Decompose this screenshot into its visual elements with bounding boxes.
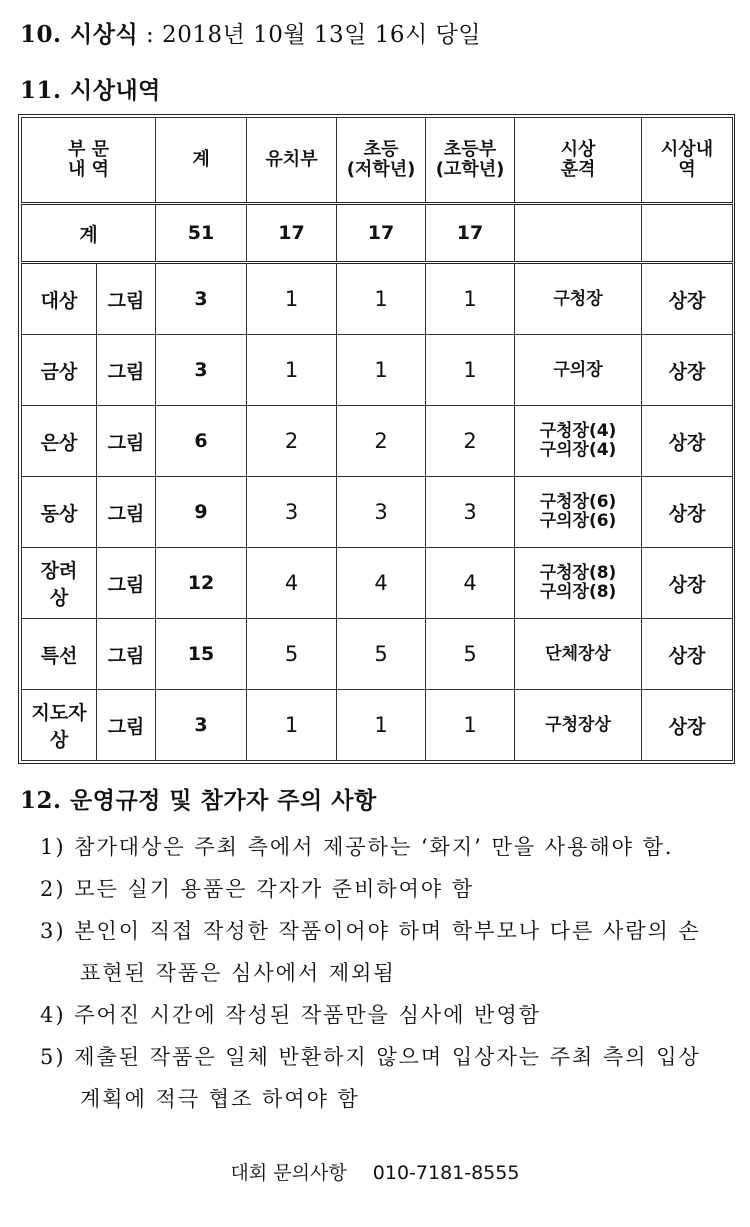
award-total <box>156 619 247 690</box>
table-row <box>22 263 733 335</box>
header-prize-line1: 시상내 <box>660 139 714 160</box>
award-rows <box>22 263 733 761</box>
award-total-text: 12 <box>187 572 215 594</box>
award-elem-high <box>426 548 515 619</box>
award-elem-high <box>426 335 515 406</box>
header-prize <box>642 118 733 204</box>
award-prize <box>642 690 733 761</box>
award-name-text: 특선 <box>40 644 78 667</box>
award-kindergarten <box>247 619 337 690</box>
award-name <box>22 619 97 690</box>
award-name <box>22 335 97 406</box>
rule-item-continuation: 표현된 작품은 심사에서 제외됨 <box>80 961 396 985</box>
header-elem-low <box>337 118 426 204</box>
section-10-ceremony <box>20 16 481 49</box>
section-12-title-text: 12. 운영규정 및 참가자 주의 사항 <box>20 787 377 814</box>
award-elem-low <box>337 619 426 690</box>
contact-info <box>0 1158 750 1185</box>
award-name-text: 지도자 <box>31 702 87 724</box>
award-category-text: 그림 <box>107 573 145 596</box>
rules-list <box>40 826 750 1120</box>
award-honor-text: 구청장 <box>553 288 603 309</box>
award-name-text: 금상 <box>40 360 78 383</box>
award-name-text: 장려 <box>40 560 78 582</box>
header-category <box>22 118 156 204</box>
award-category-text: 그림 <box>107 360 145 383</box>
award-total-text: 15 <box>187 643 215 665</box>
award-prize <box>642 335 733 406</box>
header-prize-line2: 역 <box>678 159 696 180</box>
award-kindergarten-text: 2 <box>284 429 299 453</box>
award-elem-high-text: 4 <box>463 571 477 595</box>
award-name-text: 은상 <box>40 431 78 454</box>
award-prize-text: 상장 <box>668 715 706 738</box>
award-elem-high-text: 5 <box>463 642 477 666</box>
award-elem-low-text: 1 <box>374 358 388 382</box>
header-elem-low-line2: (저학년) <box>346 159 416 180</box>
award-total-text: 6 <box>194 430 208 452</box>
rule-item-continuation: 계획에 적극 협조 하여야 함 <box>80 1087 360 1111</box>
award-honor <box>515 335 642 406</box>
table-row <box>22 335 733 406</box>
award-elem-low-text: 5 <box>374 642 388 666</box>
award-total-text: 3 <box>194 714 208 736</box>
award-honor <box>515 619 642 690</box>
section-12-title <box>20 782 377 815</box>
award-name <box>22 263 97 335</box>
award-kindergarten-text: 1 <box>284 713 299 737</box>
total-elem-high: 17 <box>426 204 515 263</box>
award-elem-low <box>337 477 426 548</box>
rule-item: 2) 모든 실기 용품은 각자가 준비하여야 함 <box>40 877 475 901</box>
award-elem-high-text: 1 <box>463 287 477 311</box>
award-honor <box>515 406 642 477</box>
table-total-row <box>22 204 733 263</box>
award-category-text: 그림 <box>107 644 145 667</box>
award-total-text: 3 <box>194 288 208 310</box>
total-count: 51 <box>156 204 247 263</box>
award-total-text: 3 <box>194 359 208 381</box>
header-total: 계 <box>156 118 247 204</box>
award-kindergarten <box>247 263 337 335</box>
award-category-text: 그림 <box>107 502 145 525</box>
award-category <box>97 548 156 619</box>
award-name-text: 상 <box>49 587 69 609</box>
header-kindergarten: 유치부 <box>247 118 337 204</box>
rule-item: 5) 제출된 작품은 일체 반환하지 않으며 입상자는 주최 측의 입상 <box>40 1045 701 1069</box>
award-honor-text: 구의장 <box>553 359 603 380</box>
table-row <box>22 548 733 619</box>
award-kindergarten-text: 1 <box>284 287 299 311</box>
table-row <box>22 477 733 548</box>
table-header-row <box>22 118 733 204</box>
section-11-title-text: 11. 시상내역 <box>20 77 161 104</box>
award-name <box>22 477 97 548</box>
award-elem-high-text: 1 <box>463 713 477 737</box>
total-kindergarten: 17 <box>247 204 337 263</box>
award-kindergarten <box>247 406 337 477</box>
award-prize <box>642 477 733 548</box>
award-total <box>156 406 247 477</box>
award-kindergarten <box>247 548 337 619</box>
header-category-line2: 내 역 <box>67 159 110 180</box>
award-elem-high <box>426 619 515 690</box>
award-kindergarten-text: 4 <box>284 571 299 595</box>
award-honor-text: 구의장(8) <box>539 582 617 602</box>
award-kindergarten <box>247 690 337 761</box>
contact-label: 대회 문의사항 <box>230 1162 347 1184</box>
award-total <box>156 477 247 548</box>
award-elem-low <box>337 690 426 761</box>
award-elem-low <box>337 406 426 477</box>
award-elem-high-text: 2 <box>463 429 477 453</box>
award-name-text: 상 <box>49 729 69 751</box>
award-prize-text: 상장 <box>668 360 706 383</box>
award-category <box>97 477 156 548</box>
header-elem-high <box>426 118 515 204</box>
award-kindergarten <box>247 335 337 406</box>
award-elem-low <box>337 548 426 619</box>
award-total <box>156 548 247 619</box>
award-prize-text: 상장 <box>668 289 706 312</box>
award-elem-high <box>426 263 515 335</box>
award-prize <box>642 263 733 335</box>
award-elem-low-text: 1 <box>374 287 388 311</box>
award-honor-text: 구의장(4) <box>539 440 617 460</box>
award-prize-text: 상장 <box>668 644 706 667</box>
award-elem-low-text: 4 <box>374 571 388 595</box>
award-elem-high <box>426 477 515 548</box>
award-name <box>22 406 97 477</box>
award-prize-text: 상장 <box>668 573 706 596</box>
total-label: 계 <box>22 204 156 263</box>
award-kindergarten-text: 3 <box>284 500 299 524</box>
award-kindergarten-text: 1 <box>284 358 299 382</box>
award-prize-text: 상장 <box>668 431 706 454</box>
award-category <box>97 335 156 406</box>
award-table <box>21 117 733 761</box>
award-elem-low <box>337 263 426 335</box>
rule-item: 4) 주어진 시간에 작성된 작품만을 심사에 반영함 <box>40 1003 542 1027</box>
award-category-text: 그림 <box>107 431 145 454</box>
award-elem-high <box>426 406 515 477</box>
award-category-text: 그림 <box>107 715 145 738</box>
award-category-text: 그림 <box>107 289 145 312</box>
award-category <box>97 406 156 477</box>
header-award-honor <box>515 118 642 204</box>
award-total-text: 9 <box>194 501 208 523</box>
award-category <box>97 619 156 690</box>
section-10-value: : 2018년 10월 13일 16시 당일 <box>146 22 481 48</box>
award-category <box>97 263 156 335</box>
award-elem-low-text: 2 <box>374 429 388 453</box>
rule-item: 1) 참가대상은 주최 측에서 제공하는 ‘화지’ 만을 사용해야 함. <box>40 835 674 859</box>
section-10-title: 10. 시상식 <box>20 21 139 48</box>
rule-item: 3) 본인이 직접 작성한 작품이어야 하며 학부모나 다른 사람의 손 <box>40 919 701 943</box>
award-elem-low <box>337 335 426 406</box>
award-prize <box>642 548 733 619</box>
award-honor-text: 구의장(6) <box>539 511 617 531</box>
table-row <box>22 690 733 761</box>
award-honor-text: 구청장(4) <box>539 421 617 441</box>
header-elem-low-line1: 초등 <box>363 139 399 160</box>
award-elem-low-text: 3 <box>374 500 388 524</box>
header-elem-high-line1: 초등부 <box>443 139 497 160</box>
award-total <box>156 335 247 406</box>
header-elem-high-line2: (고학년) <box>435 159 505 180</box>
award-total <box>156 690 247 761</box>
award-name <box>22 690 97 761</box>
award-kindergarten-text: 5 <box>284 642 299 666</box>
section-11-title <box>20 72 161 105</box>
award-honor-text: 구청장(6) <box>539 492 617 512</box>
award-prize <box>642 619 733 690</box>
header-award-line1: 시상 <box>560 139 596 160</box>
award-prize <box>642 406 733 477</box>
award-honor-text: 구청장상 <box>545 714 611 735</box>
award-elem-high <box>426 690 515 761</box>
table-row <box>22 619 733 690</box>
award-elem-low-text: 1 <box>374 713 388 737</box>
award-name <box>22 548 97 619</box>
award-honor <box>515 548 642 619</box>
table-row <box>22 406 733 477</box>
award-name-text: 대상 <box>40 289 78 312</box>
total-honor-empty <box>515 204 642 263</box>
total-prize-empty <box>642 204 733 263</box>
award-honor <box>515 477 642 548</box>
award-honor-text: 단체장상 <box>545 643 611 664</box>
award-prize-text: 상장 <box>668 502 706 525</box>
award-elem-high-text: 1 <box>463 358 477 382</box>
award-table-frame <box>18 114 735 764</box>
header-award-line2: 훈격 <box>560 159 596 180</box>
award-honor-text: 구청장(8) <box>539 563 617 583</box>
award-name-text: 동상 <box>40 502 78 525</box>
header-category-line1: 부 문 <box>67 139 110 160</box>
award-honor <box>515 263 642 335</box>
total-elem-low: 17 <box>337 204 426 263</box>
award-category <box>97 690 156 761</box>
award-honor <box>515 690 642 761</box>
contact-phone: 010-7181-8555 <box>372 1162 520 1184</box>
award-elem-high-text: 3 <box>463 500 477 524</box>
award-kindergarten <box>247 477 337 548</box>
award-total <box>156 263 247 335</box>
